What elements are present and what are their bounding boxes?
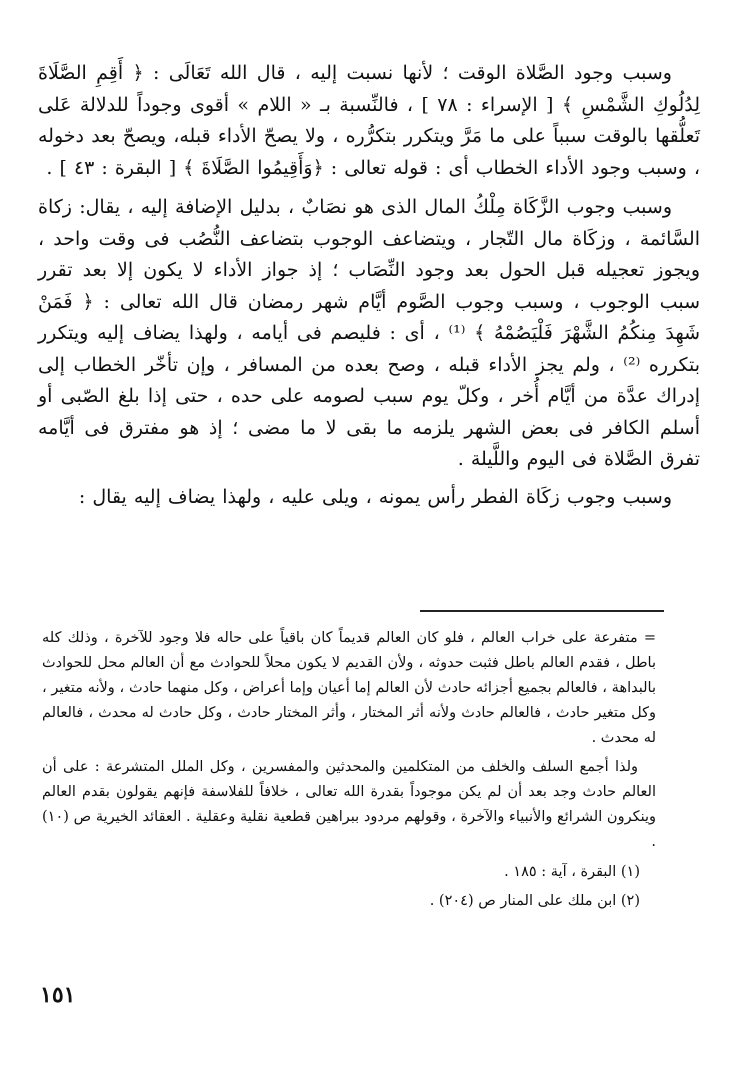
footnotes [42,626,656,917]
footnote-continuation: = متفرعة على خراب العالم ، فلو كان العالم قديماً كان باقياً على حاله فلا وجود للآخرة ، وذلك كله باطل ، فقدم العالم باطل فثبت حدوثه ، ولأن القديم لا يكون محلاً للحوادث مع أن العالم محل للحوادث بالبداهة ، فالعالم بجميع أجزائه حادث لأن العالم إما أعيان وإما أعراض ، وكل منهما حادث ، ولأنه متغير ، وكل متغير حادث ، فالعالم حادث ولأنه أثر المختار ، وأثر المختار حادث ، وكل حادث له محدث ، فالعالم له محدث . [42,630,656,746]
footnote-paragraph: ولذا أجمع السلف والخلف من المتكلمين والمحدثين والمفسرين ، وكل الملل المتشرعة : على أن العالم حادث وجد بعد أن لم يكن موجوداً بقدرة الله تعالى ، خلافاً للفلاسفة فإنهم يقولون بقدم العالم وينكرون الشرائع والأنبياء والآخرة ، وقولهم مردود ببراهين قطعية نقلية وعقلية . العقائد الخيرية ص (١٠) . [42,759,656,850]
footnote-divider [420,610,664,612]
page-number: ١٥١ [40,982,76,1008]
paragraph-zakat-fitr: وسبب وجوب زكَاة الفطر رأس يمونه ، ويلى عليه ، ولهذا يضاف إليه يقال : [78,485,672,508]
footnote-1: (١) البقرة ، آية : ١٨٥ . [504,864,640,880]
paragraph-zakat-fasting: وسبب وجوب الزَّكَاة مِلْكُ المال الذى هو نصَابٌ ، بدليل الإضافة إليه ، يقال: زكاة السَّائمة ، وزكَاة مال التّجار ، ويتضاعف الوجوب بتضاعف النُّصُب فى وقت واحد ، ويجوز تعجيله قبل الحول بعد وجود النِّصَاب ؛ إذ جواز الأداء لا يكون إلا بعد تقرر سبب الوجوب ، وسبب وجوب الصَّوم أيَّام شهر رمضان قال الله تعالى : ﴿ فَمَنْ شَهِدَ مِنكُمُ الشَّهْرَ فَلْيَصُمْهُ ﴾ ⁽¹⁾ ، أى : فليصم فى أيامه ، ولهذا يضاف إليه ويتكرر بتكرره ⁽²⁾ ، ولم يجز الأداء قبله ، وصح بعده من المسافر ، وإن تأخّر الخطاب إلى إدراك عدَّة من أيَّام أُخر ، وكلّ يوم سبب لصومه على حده ، حتى إذا بلغ الصّبى أو أسلم الكافر فى بعض الشهر يلزمه ما بقى لا ما مضى ؛ إذ هو مفترق فى أيَّامه تفرق الصَّلاة فى اليوم واللَّيلة . [38,196,700,470]
main-text [38,58,700,519]
paragraph-prayer: وسبب وجود الصَّلاة الوقت ؛ لأنها نسبت إليه ، قال الله تَعَالَى : ﴿ أَقِمِ الصَّلَاةَ لِدُلُوكِ الشَّمْسِ ﴾ [ الإسراء : ٧٨ ] ، فالنِّسبة بـ « اللام » أقوى وجوداً للدلالة عَلى تَعلُّقها بالوقت سبباً على ما مَرَّ ويتكرر بتكرُّره ، ولا يصحّ الأداء قبله، ويصحّ بعد دخوله ، وسبب وجود الأداء الخطاب أى : قوله تعالى : ﴿وَأَقِيمُوا الصَّلَاةَ ﴾ [ البقرة : ٤٣ ] . [38,62,700,179]
footnote-2: (٢) ابن ملك على المنار ص (٢٠٤) . [429,893,640,909]
